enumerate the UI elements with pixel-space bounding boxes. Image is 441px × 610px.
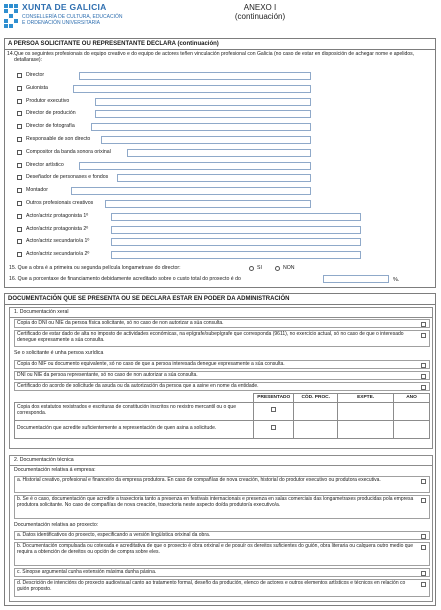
doc-checkbox[interactable] — [421, 333, 426, 338]
role-checkbox[interactable] — [17, 86, 22, 91]
legal-entity-label: Se o solicitante é unha persoa xurídica — [14, 350, 104, 356]
col-proc-code: CÓD. PROC. — [294, 394, 338, 403]
role-checkbox[interactable] — [17, 227, 22, 232]
role-name-input[interactable] — [127, 149, 311, 157]
role-label: Responsable de son directo — [26, 136, 91, 142]
role-row — [17, 226, 417, 234]
role-row — [17, 136, 417, 144]
doc-checkbox[interactable] — [421, 534, 426, 539]
q14-number: 14. — [7, 51, 15, 57]
doc-item — [14, 319, 430, 328]
doc-item — [14, 330, 430, 347]
role-label: Actor/actriz protagonista 1º — [26, 212, 89, 219]
role-name-input[interactable] — [95, 98, 311, 106]
role-row — [17, 251, 417, 259]
question-14 — [7, 51, 432, 64]
file-cell[interactable] — [338, 402, 394, 420]
doc-item-text: b. Documentación compulsada ou cotexada e acreditativa de que o proxecto é obra orixinal e de posuír os dereitos suficientes do guión, obra literaria ou calquera outro medio que requira a obtención de dereitos ou opción de compra sobre eles. — [17, 543, 414, 555]
question-16 — [9, 277, 241, 283]
doc-item — [14, 579, 430, 597]
doc-item-text: DNI ou NIE da persoa representante, só no caso de non autorizar a súa consulta. — [17, 372, 198, 378]
technical-doc-title: 2. Documentación técnica — [14, 457, 74, 463]
company-docs-label: Documentación relativa á empresa: — [14, 467, 96, 473]
role-checkbox[interactable] — [17, 214, 22, 219]
org-dept-1: CONSELLERÍA DE CULTURA, EDUCACIÓN — [22, 13, 123, 20]
doc-item — [14, 568, 430, 577]
q15-text: 15. Que a obra é a primeira ou segunda película longametraxe do director: — [9, 265, 181, 271]
section-title: A PERSOA SOLICITANTE OU REPRESENTANTE DECLARA (continuación) — [8, 41, 219, 47]
col-file: EXPTE. — [338, 394, 394, 403]
doc-item — [14, 360, 430, 369]
doc-item — [14, 371, 430, 380]
col-year: ANO — [394, 394, 430, 403]
row-label: Documentación que acredite suficientemente a representación de quen asina a solicitude. — [15, 420, 254, 438]
general-doc-title: 1. Documentación xeral — [14, 309, 69, 315]
annex-sub: (continuación) — [234, 12, 286, 22]
role-name-input[interactable] — [105, 200, 311, 208]
q15-no-radio[interactable] — [275, 266, 280, 271]
org-dept-2: E ORDENACIÓN UNIVERSITARIA — [22, 19, 100, 26]
role-label: Actor/actriz secundario/a 2º — [26, 251, 90, 258]
role-name-input[interactable] — [101, 136, 311, 144]
role-row — [17, 174, 417, 182]
role-row — [17, 98, 417, 106]
role-checkbox[interactable] — [17, 137, 22, 142]
role-label: Director artístico — [26, 161, 64, 168]
doc-checkbox[interactable] — [421, 374, 426, 379]
project-docs-label: Documentación relativa ao proxecto: — [14, 522, 99, 528]
role-name-input[interactable] — [79, 162, 311, 170]
role-name-input[interactable] — [111, 213, 361, 221]
doc-checkbox[interactable] — [421, 322, 426, 327]
role-checkbox[interactable] — [17, 252, 22, 257]
role-checkbox[interactable] — [17, 239, 22, 244]
doc-item-text: Copia do NIF ou documento equivalente, só no caso de que a persoa interesada denegue expresamente a súa consulta. — [17, 361, 285, 367]
role-name-input[interactable] — [111, 251, 361, 259]
role-row — [17, 238, 417, 246]
q14-text: Que os seguintes profesionais do equipo creativo e do equipo de actores teñen vinculación profesional con Galicia (no caso de estar en disposición de achegar nome e apelidos, detallarase): — [14, 51, 415, 63]
section-title: DOCUMENTACIÓN QUE SE PRESENTA OU SE DECLARA ESTAR EN PODER DA ADMINISTRACIÓN — [8, 296, 290, 302]
role-row — [17, 123, 417, 131]
role-label: Director de produción — [26, 110, 76, 117]
role-name-input[interactable] — [79, 72, 311, 80]
role-label: Guionista — [26, 84, 48, 91]
role-name-input[interactable] — [117, 174, 311, 182]
role-label: Actor/actriz protagonista 2º — [26, 225, 89, 232]
proc-code-cell[interactable] — [294, 420, 338, 438]
presented-checkbox[interactable] — [271, 407, 276, 412]
doc-checkbox[interactable] — [421, 385, 426, 390]
doc-item — [14, 542, 430, 566]
file-cell[interactable] — [338, 420, 394, 438]
role-row — [17, 187, 417, 195]
percent-unit: %. — [393, 277, 400, 283]
table-row — [15, 402, 430, 420]
question-15 — [9, 266, 181, 272]
doc-item-text: c. Sinopse argumental cunha extensión máxima dunha páxina. — [17, 569, 157, 575]
role-label: Outros profesionais creativos — [26, 200, 94, 206]
doc-item-text: Certificado do acordo de solicitude da axuda ou da autorización da persoa que a asine en nome da entidade. — [17, 383, 259, 389]
general-documentation — [9, 307, 433, 449]
role-name-input[interactable] — [111, 238, 361, 246]
role-checkbox[interactable] — [17, 175, 22, 180]
doc-checkbox[interactable] — [421, 479, 426, 484]
role-label: Produtor executivo — [26, 97, 70, 104]
role-row — [17, 149, 417, 157]
role-row — [17, 162, 417, 170]
doc-checkbox[interactable] — [421, 571, 426, 576]
year-cell[interactable] — [394, 402, 430, 420]
doc-item-text: Certificado de estar dado de alta no imposto de actividades económicas, na epígrafe/subepígrafe que corresponda (9611), no exercicio actual, só no caso de que o interesado denegue expresamente a súa consulta. — [17, 331, 404, 343]
role-name-input[interactable] — [73, 85, 311, 93]
role-row — [17, 200, 417, 208]
technical-documentation — [9, 455, 433, 602]
annex-title — [220, 3, 300, 21]
role-label: Actor/actriz secundario/a 1º — [26, 238, 90, 245]
year-cell[interactable] — [394, 420, 430, 438]
role-checkbox[interactable] — [17, 73, 22, 78]
role-name-input[interactable] — [91, 123, 311, 131]
role-row — [17, 85, 417, 93]
role-checkbox[interactable] — [17, 111, 22, 116]
documents-table — [14, 393, 430, 439]
doc-checkbox[interactable] — [421, 498, 426, 503]
org-name: XUNTA DE GALICIA — [22, 2, 107, 12]
page-header — [0, 0, 441, 38]
financing-percentage-input[interactable] — [323, 275, 389, 283]
q15-no-label: NON — [283, 265, 295, 271]
q16-text: 16. Que a porcentaxe de financiamento debidamente acreditado sobre o custo total do proxecto é do — [9, 276, 241, 282]
organization — [22, 3, 122, 26]
role-name-input[interactable] — [111, 226, 361, 234]
role-row — [17, 110, 417, 118]
doc-item — [14, 476, 430, 493]
doc-item — [14, 495, 430, 519]
role-label: Deseñador de personaxes e fondos — [26, 174, 109, 181]
doc-item — [14, 531, 430, 540]
role-label: Montador — [26, 187, 48, 194]
role-checkbox[interactable] — [17, 163, 22, 168]
role-label: Compositor da banda sonora orixinal — [26, 148, 111, 155]
doc-item — [14, 382, 430, 391]
presented-checkbox[interactable] — [271, 425, 276, 430]
role-checkbox[interactable] — [17, 150, 22, 155]
doc-checkbox[interactable] — [421, 582, 426, 587]
doc-checkbox[interactable] — [421, 363, 426, 368]
role-checkbox[interactable] — [17, 188, 22, 193]
role-name-input[interactable] — [71, 187, 311, 195]
doc-item-text: a. Datos identificativos do proxecto, especificando a versión lingüística orixinal da obra. — [17, 532, 211, 538]
table-row — [15, 420, 430, 438]
role-checkbox[interactable] — [17, 99, 22, 104]
row-label: Copia dos estatutos rexistrados e escrituras de constitución inscritos no rexistro mercantil ou o que corresponda. — [15, 402, 254, 420]
role-label: Director — [26, 72, 45, 78]
annex-name: ANEXO I — [243, 3, 277, 12]
role-checkbox[interactable] — [17, 124, 22, 129]
proc-code-cell[interactable] — [294, 402, 338, 420]
role-name-input[interactable] — [95, 110, 311, 118]
role-row — [17, 213, 417, 221]
xunta-logo-icon — [4, 4, 18, 31]
declaration-section — [4, 38, 436, 288]
role-row — [17, 72, 417, 80]
doc-checkbox[interactable] — [421, 545, 426, 550]
q15-yes-radio[interactable] — [249, 266, 254, 271]
doc-item-text: a. Historial creativo, profesional e financeiro da empresa produtora. En caso de compañías de nova creación, historial do produtor executivo ou produtora executiva. — [17, 477, 381, 483]
role-checkbox[interactable] — [17, 201, 22, 206]
doc-item-text: Copia do DNI ou NIE da persoa física solicitante, só no caso de non autorizar a súa consulta. — [17, 320, 224, 326]
role-label: Director de fotografía — [26, 123, 75, 130]
col-presented: PRESENTADO — [254, 394, 294, 403]
doc-item-text: b. Se é o caso, documentación que acredite a traxectoria tanto a presenza en festivais internacionais e presenza en salas comerciais das longametraxes producidas pola empresa produtora solicitante. No caso de compañías de nova creación, traxectoria neste aspecto do/da produtor/a executivo/a. — [17, 496, 414, 508]
documentation-section — [4, 293, 436, 606]
q15-yes-label: SI — [257, 265, 262, 271]
doc-item-text: d. Descrición de intencións do proxecto audiovisual canto ao tratamento formal, deseño da produción, elenco de actores e outros elementos artísticos e técnicos en relación co guión proposto. — [17, 580, 406, 592]
